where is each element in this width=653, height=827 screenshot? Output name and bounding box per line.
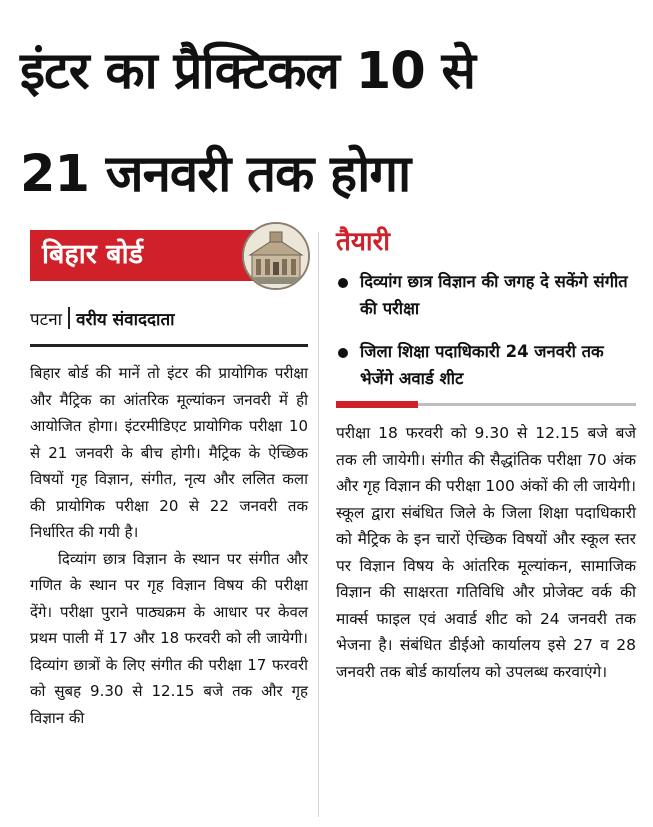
highlight-list [336, 268, 636, 408]
body-paragraph-1: बिहार बोर्ड की मानें तो इंटर की प्रायोगिक परीक्षा और मैट्रिक का आंतरिक मूल्यांकन जनवरी में ही आयोजित होगा। इंटरमीडिएट प्रायोगिक परीक्षा 10 से 21 जनवरी के बीच होगी। मैट्रिक के ऐच्छिक विषयों गृह विज्ञान, संगीत, नृत्य और ललित कला की प्रायोगिक परीक्षा 20 से 22 जनवरी तक निर्धारित की गयी है। [30, 364, 308, 541]
column-divider [318, 232, 319, 817]
building-emblem-icon [242, 222, 310, 290]
right-column-rule [418, 403, 636, 406]
section-banner [30, 230, 255, 281]
reporter-credit: वरीय संवाददाता [76, 310, 175, 330]
headline-line-2: 21 जनवरी तक होगा [20, 145, 411, 204]
dateline: पटना [30, 310, 63, 330]
left-column-body [30, 360, 308, 731]
byline [30, 306, 175, 334]
body-paragraph-2: दिव्यांग छात्र विज्ञान के स्थान पर संगीत और गणित के स्थान पर गृह विज्ञान विषय की परीक्षा देंगे। परीक्षा पुराने पाठ्यक्रम के आधार पर केवल प्रथम पाली में 17 और 18 फरवरी को ली जायेगी। दिव्यांग छात्रों के लिए संगीत की परीक्षा 17 फरवरी को सुबह 9.30 से 12.15 बजे तक और गृह विज्ञान की [30, 549, 308, 727]
building-emblem-graphic [244, 224, 308, 288]
bullet-icon [338, 348, 348, 358]
headline [20, 20, 640, 226]
headline-line-1: इंटर का प्रैक्टिकल 10 से [20, 42, 475, 101]
highlight-text: जिला शिक्षा पदाधिकारी 24 जनवरी तक भेजेंगे अवार्ड शीट [360, 342, 604, 388]
right-column-accent-rule [336, 401, 418, 408]
sidebar-heading: तैयारी [336, 227, 391, 257]
right-column-body [336, 420, 636, 685]
highlight-point [336, 338, 636, 392]
left-column-rule [30, 344, 308, 347]
section-label: बिहार बोर्ड [42, 239, 144, 270]
byline-divider [68, 307, 70, 329]
highlight-text: दिव्यांग छात्र विज्ञान की जगह दे सकेंगे संगीत की परीक्षा [360, 272, 628, 318]
body-paragraph-3: परीक्षा 18 फरवरी को 9.30 से 12.15 बजे बजे तक ली जायेगी। संगीत की सैद्धांतिक परीक्षा 70 अंक और गृह विज्ञान की परीक्षा 100 अंकों की ली जायेगी। स्कूल द्वारा संबंधित जिले के जिला शिक्षा पदाधिकारी को मैट्रिक के इन चारों ऐच्छिक विषयों और स्कूल स्तर पर विज्ञान विषय के आंतरिक मूल्यांकन, सामाजिक विज्ञान की साक्षरता गतिविधि और प्रोजेक्ट वर्क की मार्क्स फाइल एवं अवार्ड शीट को 24 जनवरी तक भेजना है। संबंधित डीईओ कार्यालय इसे 27 व 28 जनवरी तक बोर्ड कार्यालय को उपलब्ध करवाएंगे। [336, 424, 636, 681]
bullet-icon [338, 278, 348, 288]
highlight-point [336, 268, 636, 322]
